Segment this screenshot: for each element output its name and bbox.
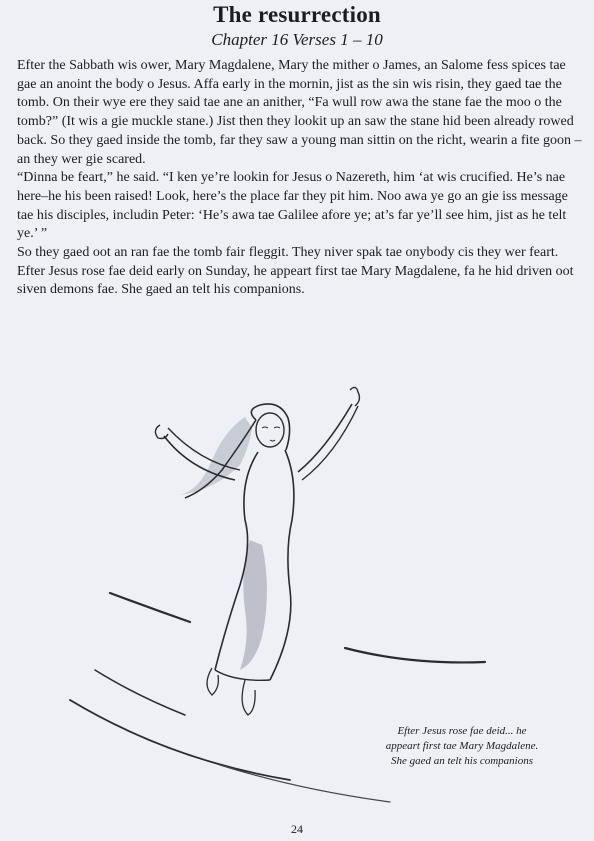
paragraph-4: Efter Jesus rose fae deid early on Sunday, he appeart first tae Mary Magdalene, fa he hid driven oot siven demons fae. She gaed an telt his companions. (17, 263, 574, 298)
page-number: 24 (291, 822, 303, 836)
caption-line: She gaed an telt his companions (390, 755, 534, 767)
chapter-subtitle: Chapter 16 Verses 1 – 10 (211, 30, 383, 49)
caption-line: appeart first tae Mary Magdalene. (385, 740, 539, 752)
body-text (17, 57, 583, 300)
paragraph-1: Efter the Sabbath wis ower, Mary Magdalene, Mary the mither o James, an Salome fess spices tae gae an anoint the body o Jesus. Affa early in the mornin, jist as the sin wis risin, they gaed tae the tomb. On their wye ere they said tae ane an anither, “Fa wull row awa the stane fae the moo o the tomb?” (It wis a gie muckle stane.) Jist then they lookit up an saw the stane hid been already rowed back. So they gaed inside the tomb, far they saw a young man sittin on the richt, wearin a fite goon – an they wer gie scared. (17, 58, 582, 167)
caption-line: Efter Jesus rose fae deid... he (397, 725, 527, 737)
page-title: The resurrection (213, 2, 381, 27)
paragraph-3: So they gaed oot an ran fae the tomb fair fleggit. They niver spak tae onybody cis they wer feart. (17, 245, 559, 261)
illustration-caption (362, 724, 562, 769)
paragraph-2: “Dinna be feart,” he said. “I ken ye’re lookin for Jesus o Nazereth, him ‘at wis crucified. He’s nae here–he his been raised! Look, here’s the place far they pit him. Noo awa ye go an gie iss message tae his disciples, includin Peter: ‘He’s awa tae Galilee afore ye; at’s far ye’ll see him, jist as he telt ye.’ ” (17, 170, 568, 242)
